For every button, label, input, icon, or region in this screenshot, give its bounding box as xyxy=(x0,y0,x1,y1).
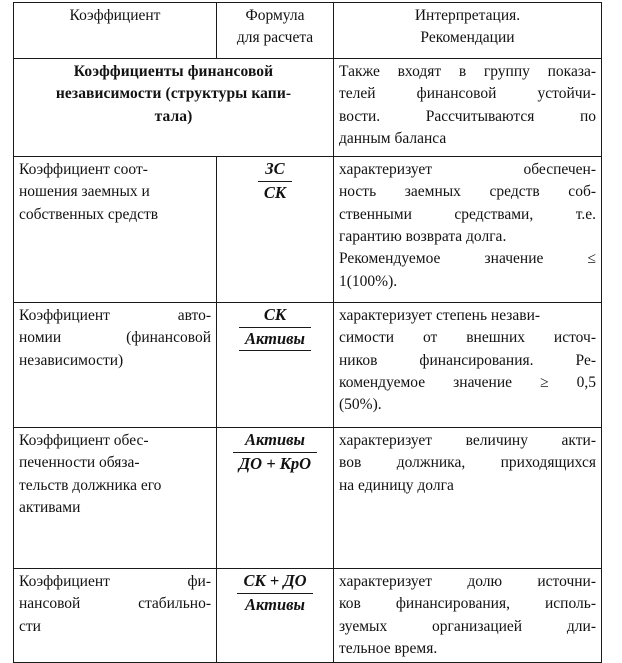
header-formula-line1: Формула xyxy=(245,7,305,24)
group-title-cell xyxy=(14,59,334,157)
ratio-interpretation-cell xyxy=(334,303,602,428)
ratio-name-line1: Коэффициент обес- xyxy=(19,432,149,449)
ratio-interpretation-cell xyxy=(334,428,602,569)
group-title-line1: Коэффициенты финансовой xyxy=(73,63,274,80)
interp-line4: гарантию возврата долга. xyxy=(339,227,507,245)
interp-line1: характеризует величину акти- xyxy=(339,432,596,449)
fraction-numerator: Активы xyxy=(233,430,317,453)
fraction xyxy=(237,571,312,615)
fraction-denominator: ДО + КрО xyxy=(238,453,312,473)
header-interp-line1: Интерпретация. xyxy=(414,7,521,24)
interp-line3: ников финансирования. Ре- xyxy=(339,351,596,369)
fraction-denominator: Активы xyxy=(239,328,311,352)
interp-line2: ность заемных средств соб- xyxy=(339,183,596,201)
ratio-name-line1: Коэффициент авто- xyxy=(19,307,211,324)
ratio-name-line2: нансовой стабильно- xyxy=(19,595,211,613)
interp-line1: характеризует степень незави- xyxy=(339,307,541,324)
ratio-name-line3: тельств должника его xyxy=(19,476,162,494)
ratio-name-line4: активами xyxy=(19,498,81,516)
fraction-denominator: Активы xyxy=(245,594,305,614)
group-interpretation-cell xyxy=(334,59,602,157)
fraction-numerator: СК + ДО xyxy=(237,571,312,594)
ratio-formula-cell xyxy=(217,428,334,569)
header-cell-formula xyxy=(217,3,334,59)
fraction-numerator: СК xyxy=(239,305,311,328)
ratio-name-line2: ношения заемных и xyxy=(19,183,150,201)
table-row xyxy=(14,569,602,663)
ratio-formula-cell xyxy=(217,157,334,303)
fraction xyxy=(239,305,311,351)
ratio-name-cell xyxy=(14,569,217,663)
fraction-denominator: СК xyxy=(263,182,287,202)
ratio-name-line3: собственных средств xyxy=(19,205,159,223)
group-title-line2: независимости (структуры капи- xyxy=(55,85,292,103)
fraction-numerator: ЗС xyxy=(258,159,292,182)
ratio-name-line2: номии (финансовой xyxy=(19,329,211,347)
interp-line3: на единицу долга xyxy=(339,476,454,494)
ratio-name-line1: Коэффициент фи- xyxy=(19,573,211,590)
financial-ratios-table xyxy=(13,2,602,663)
header-cell-interpretation xyxy=(334,3,602,59)
ratio-name-line3: сти xyxy=(19,617,41,635)
ratio-interpretation-cell xyxy=(334,157,602,303)
interp-line5: Рекомендуемое значение ≤ xyxy=(339,250,596,268)
fraction xyxy=(258,159,292,203)
interp-line1: характеризует обеспечен- xyxy=(339,161,596,178)
table-row xyxy=(14,303,602,428)
ratio-name-line1: Коэффициент соот- xyxy=(19,161,148,178)
header-cell-name xyxy=(14,3,217,59)
header-interp-line2: Рекомендации xyxy=(420,29,515,47)
interp-line2: вов должника, приходящихся xyxy=(339,454,596,472)
fraction xyxy=(233,430,317,474)
interp-line1: характеризует долю источни- xyxy=(339,573,596,590)
group-interp-line1: Также входят в группу показа- xyxy=(339,63,596,80)
interp-line6: 1(100%). xyxy=(339,272,398,290)
ratio-name-cell xyxy=(14,157,217,303)
interp-line3: ственными средствами, т.е. xyxy=(339,205,596,223)
interp-line2: симости от внешних источ- xyxy=(339,329,596,347)
interp-line5: (50%). xyxy=(339,396,382,414)
ratio-formula-cell xyxy=(217,303,334,428)
ratio-name-line3: независимости) xyxy=(19,351,124,369)
ratio-name-cell xyxy=(14,428,217,569)
header-formula-line2: для расчета xyxy=(236,29,314,47)
group-title-line3: тала) xyxy=(154,107,193,125)
interp-line4: комендуемое значение ≥ 0,5 xyxy=(339,373,596,391)
group-interp-line4: данным баланса xyxy=(339,129,447,147)
header-name-line1: Коэффициент xyxy=(69,7,161,24)
ratio-interpretation-cell xyxy=(334,569,602,663)
ratio-name-cell xyxy=(14,303,217,428)
table-row xyxy=(14,157,602,303)
interp-line3: зуемых организацией дли- xyxy=(339,617,596,635)
table-group-row xyxy=(14,59,602,157)
interp-line4: тельное время. xyxy=(339,639,438,657)
ratio-formula-cell xyxy=(217,569,334,663)
group-interp-line2: телей финансовой устойчи- xyxy=(339,85,596,103)
ratio-name-line2: печенности обяза- xyxy=(19,454,140,472)
table-row xyxy=(14,428,602,569)
group-interp-line3: вости. Рассчитываются по xyxy=(339,107,596,125)
interp-line2: ков финансирования, исполь- xyxy=(339,595,596,613)
table-header-row xyxy=(14,3,602,59)
